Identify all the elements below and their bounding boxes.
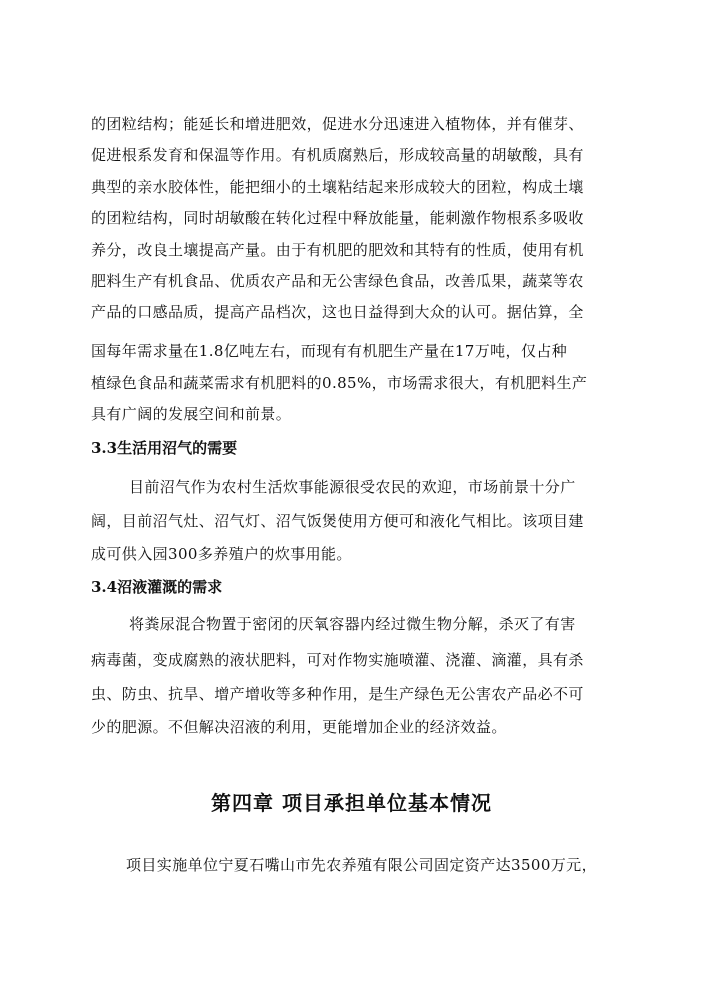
paragraph-line: 植绿色食品和蔬菜需求有机肥料的0.85%，市场需求很大，有机肥料生产 [91,374,588,392]
section-heading-3-4: 3.4沼液灌溉的需求 [91,578,223,596]
paragraph-line: 典型的亲水胶体性，能把细小的土壤粘结起来形成较大的团粒，构成土壤 [91,178,584,196]
paragraph-line: 少的肥源。不但解决沼液的利用，更能增加企业的经济效益。 [91,718,507,736]
paragraph-line: 虫、防虫、抗旱、增产增收等多种作用，是生产绿色无公害农产品必不可 [91,685,584,703]
paragraph-line: 成可供入园300多养殖户的炊事用能。 [91,545,352,563]
paragraph-line: 项目实施单位宁夏石嘴山市先农养殖有限公司固定资产达3500万元， [126,856,597,874]
paragraph-line: 将粪尿混合物置于密闭的厌氧容器内经过微生物分解，杀灭了有害 [129,615,576,633]
paragraph-line: 国每年需求量在1.8亿吨左右，而现有有机肥生产量在17万吨，仅占种 [91,342,568,360]
paragraph-line: 的团粒结构，同时胡敏酸在转化过程中释放能量，能刺激作物根系多吸收 [91,209,584,227]
paragraph-line: 阔，目前沼气灶、沼气灯、沼气饭煲使用方便可和液化气相比。该项目建 [91,512,584,530]
chapter-title: 第四章 项目承担单位基本情况 [211,791,492,815]
paragraph-line: 目前沼气作为农村生活炊事能源很受农民的欢迎，市场前景十分广 [129,478,576,496]
paragraph-line: 的团粒结构；能延长和增进肥效，促进水分迅速进入植物体，并有催芽、 [91,115,584,133]
paragraph-line: 养分，改良土壤提高产量。由于有机肥的肥效和其特有的性质，使用有机 [91,241,584,259]
paragraph-line: 产品的口感品质，提高产品档次，这也日益得到大众的认可。据估算，全 [91,303,584,321]
paragraph-line: 具有广阔的发展空间和前景。 [91,405,292,423]
paragraph-line: 促进根系发育和保温等作用。有机质腐熟后，形成较高量的胡敏酸，具有 [91,146,584,164]
paragraph-line: 肥料生产有机食品、优质农产品和无公害绿色食品，改善瓜果，蔬菜等农 [91,272,584,290]
section-heading-3-3: 3.3生活用沼气的需要 [91,439,238,457]
paragraph-line: 病毒菌，变成腐熟的液状肥料，可对作物实施喷灌、浇灌、滴灌，具有杀 [91,651,584,669]
